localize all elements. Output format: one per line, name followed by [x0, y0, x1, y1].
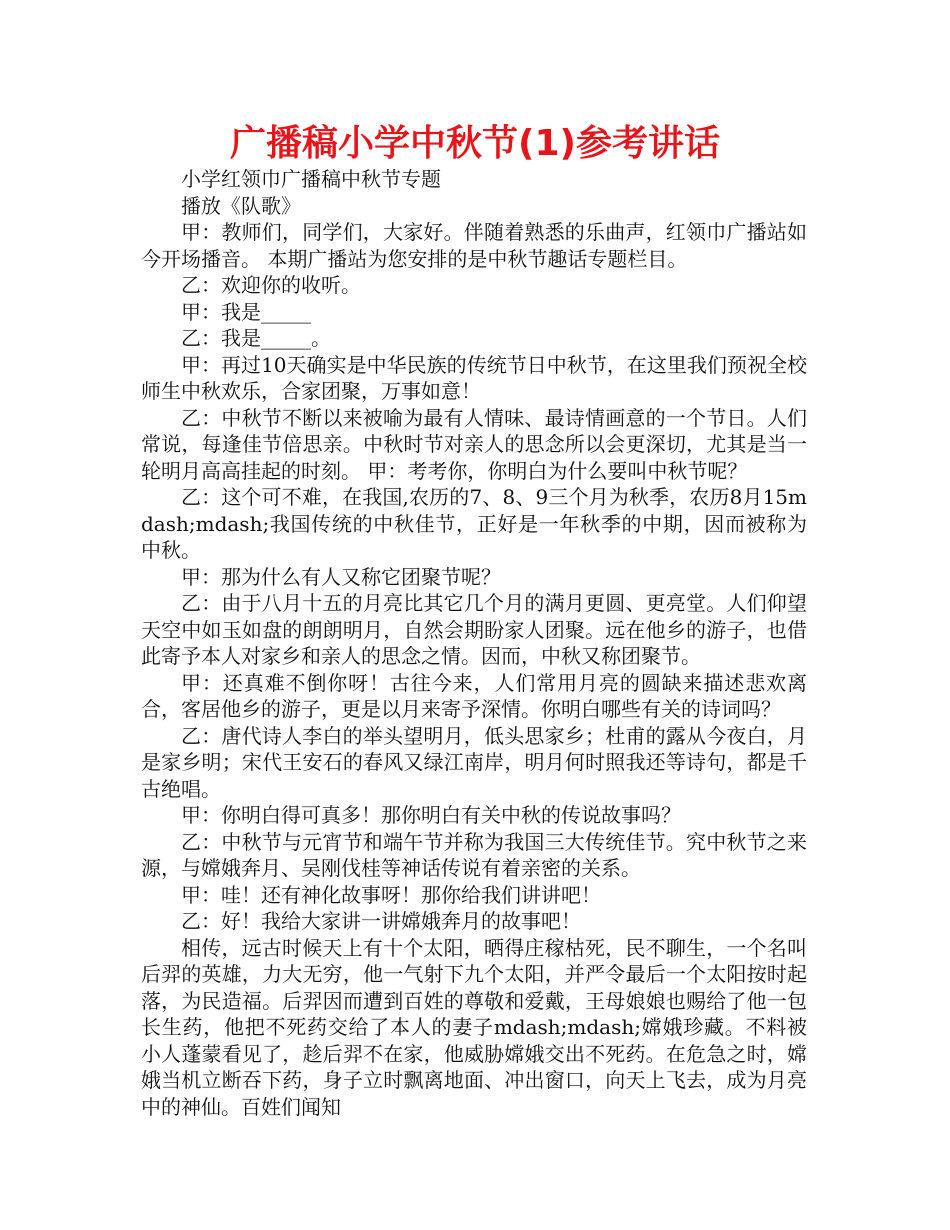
paragraph: 甲：教师们，同学们，大家好。伴随着熟悉的乐曲声，红领巾广播站如今开场播音。 本期广播站为您安排的是中秋节趣话专题栏目。: [141, 220, 807, 271]
paragraph: 乙：这个可不难，在我国,农历的7、8、9三个月为秋季，农历8月15mdash;mdash;我国传统的中秋佳节，正好是一年秋季的中期，因而被称为中秋。: [141, 485, 807, 562]
paragraph: 小学红领巾广播稿中秋节专题: [181, 167, 441, 191]
paragraph: 乙：我是_____。: [181, 326, 331, 350]
paragraph: 播放《队歌》: [181, 193, 301, 218]
document-title: 广播稿小学中秋节(1)参考讲话: [230, 123, 720, 164]
paragraph: 乙：中秋节与元宵节和端午节并称为我国三大传统佳节。究中秋节之来源，与嫦娥奔月、吴刚伐桂等神话传说有着亲密的关系。: [141, 829, 807, 880]
paragraph: 乙：中秋节不断以来被喻为最有人情味、最诗情画意的一个节日。人们常说，每逢佳节倍思亲。中秋时节对亲人的思念所以会更深切，尤其是当一轮明月高高挂起的时刻。 甲：考考你，你明白为什么要叫中秋节呢？: [141, 405, 807, 483]
paragraph: 甲：我是_____: [181, 299, 311, 324]
paragraph: 甲：还真难不倒你呀！古往今来，人们常用月亮的圆缺来描述悲欢离合，客居他乡的游子，更是以月来寄予深情。你明白哪些有关的诗词吗？: [141, 670, 807, 721]
paragraph: 乙：好！我给大家讲一讲嫦娥奔月的故事吧！: [181, 909, 581, 933]
paragraph: 乙：唐代诗人李白的举头望明月，低头思家乡；杜甫的露从今夜白，月是家乡明；宋代王安石的春风又绿江南岸，明月何时照我还等诗句，都是千古绝唱。: [141, 723, 807, 801]
document-body: [141, 166, 807, 1120]
paragraph: 甲：再过10天确实是中华民族的传统节日中秋节，在这里我们预祝全校师生中秋欢乐，合家团聚，万事如意！: [141, 352, 807, 403]
paragraph: 相传，远古时候天上有十个太阳，晒得庄稼枯死，民不聊生，一个名叫后羿的英雄，力大无穷，他一气射下九个太阳，并严令最后一个太阳按时起落，为民造福。后羿因而遭到百姓的尊敬和爱戴，王母娘娘也赐给了他一包长生药，他把不死药交给了本人的妻子mdash;mdash;嫦娥珍藏。不料被小人蓬蒙看见了，趁后羿不在家，他威胁嫦娥交出不死药。在危急之时，嫦娥当机立断吞下药，身子立时飘离地面、冲出窗口，向天上飞去，成为月亮中的神仙。百姓们闻知: [141, 935, 807, 1119]
paragraph: 甲：你明白得可真多！那你明白有关中秋的传说故事吗？: [181, 803, 681, 827]
paragraph: 乙：由于八月十五的月亮比其它几个月的满月更圆、更亮堂。人们仰望天空中如玉如盘的朗朗明月，自然会期盼家人团聚。远在他乡的游子，也借此寄予本人对家乡和亲人的思念之情。因而，中秋又称团聚节。: [141, 591, 807, 668]
paragraph: 甲：哇！还有神化故事呀！那你给我们讲讲吧！: [181, 882, 601, 907]
paragraph: 乙：欢迎你的收听。: [181, 273, 361, 297]
paragraph: 甲：那为什么有人又称它团聚节呢？: [181, 564, 501, 589]
